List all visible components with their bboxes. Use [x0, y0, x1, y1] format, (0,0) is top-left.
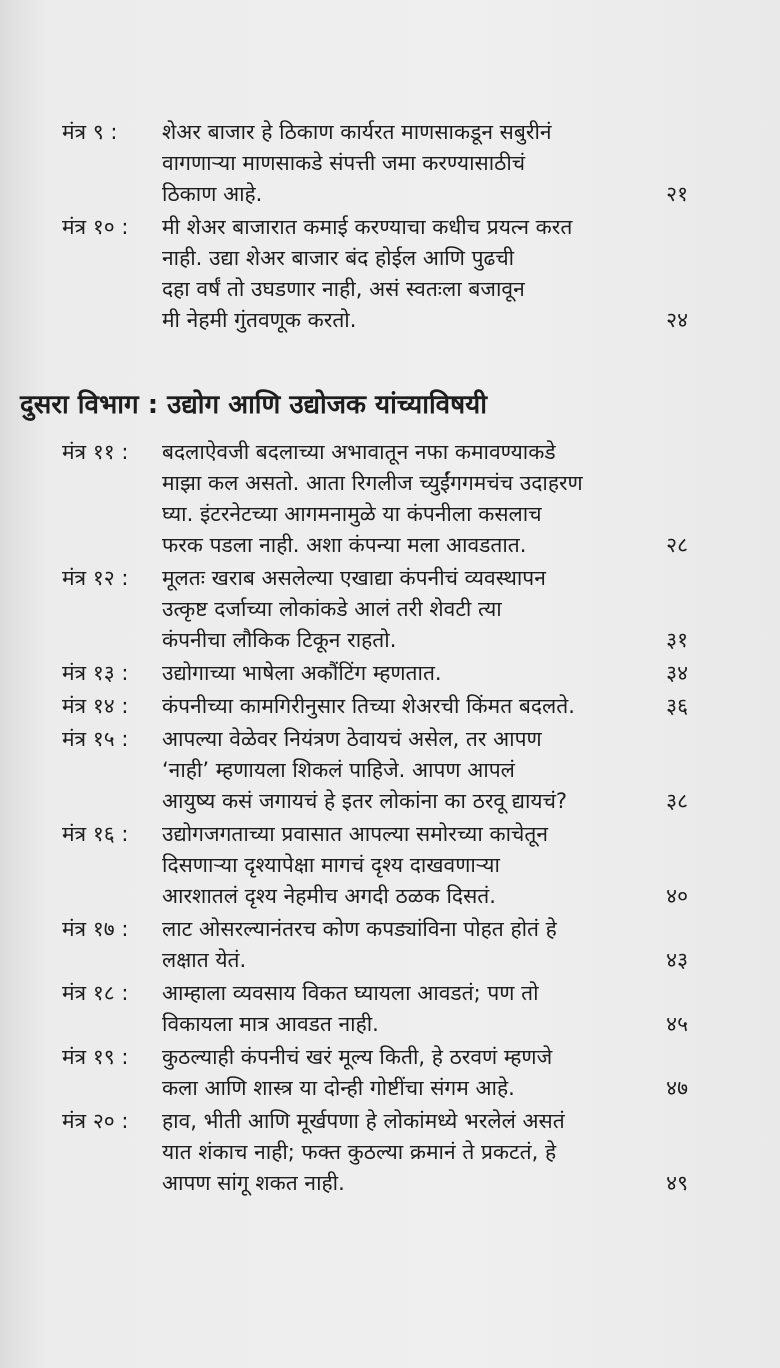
mantra-text-line: उत्कृष्ट दर्जाच्या लोकांकडे आलं तरी शेवटी त्या [162, 597, 502, 621]
mantra-text-line: लाट ओसरल्यानंतरच कोण कपड्यांविना पोहत होतं हे [162, 917, 557, 941]
mantra-text-line: दहा वर्षं तो उघडणार नाही, असं स्वतःला बजावून [162, 277, 525, 301]
page-number: ४३ [666, 948, 688, 972]
mantra-text-line: ठिकाण आहे. [162, 182, 263, 206]
mantra-text-line: उद्योगाच्या भाषेला अकौंटिंग म्हणतात. [162, 661, 442, 685]
mantra-text-line: कंपनीच्या कामगिरीनुसार तिच्या शेअरची किंमत बदलते. [162, 694, 575, 718]
mantra-text-line: मी नेहमी गुंतवणूक करतो. [162, 308, 357, 332]
mantra-label: मंत्र १० : [62, 215, 129, 239]
mantra-label: मंत्र ९ : [62, 120, 118, 144]
mantra-text-line: वागणाऱ्या माणसाकडे संपत्ती जमा करण्यासाठीचं [162, 151, 526, 175]
mantra-text-line: कंपनीचा लौकिक टिकून राहतो. [162, 628, 397, 652]
page-number: ४५ [666, 1012, 688, 1036]
mantra-text-line: आरशातलं दृश्य नेहमीच अगदी ठळक दिसतं. [162, 884, 496, 908]
mantra-text-line: हाव, भीती आणि मूर्खपणा हे लोकांमध्ये भरलेलं असतं [162, 1109, 565, 1133]
mantra-label: मंत्र १३ : [62, 661, 129, 685]
mantra-text-line: विकायला मात्र आवडत नाही. [162, 1012, 379, 1036]
page-number: २१ [666, 182, 688, 206]
mantra-text-line: लक्षात येतं. [162, 948, 247, 972]
mantra-text-line: आयुष्य कसं जगायचं हे इतर लोकांना का ठरवू द्यायचं? [162, 789, 568, 813]
page-number: ४० [666, 884, 688, 908]
mantra-text-line: दिसणाऱ्या दृश्यापेक्षा मागचं दृश्य दाखवणाऱ्या [162, 853, 500, 877]
mantra-text-line: आपल्या वेळेवर नियंत्रण ठेवायचं असेल, तर आपण [162, 727, 542, 751]
mantra-text-line: आम्हाला व्यवसाय विकत घ्यायला आवडतं; पण तो [162, 981, 539, 1005]
mantra-label: मंत्र १९ : [62, 1045, 129, 1069]
page-number: ३६ [666, 694, 688, 718]
page-number: ३१ [666, 628, 688, 652]
mantra-text-line: मी शेअर बाजारात कमाई करण्याचा कधीच प्रयत्न करत [162, 215, 573, 239]
mantra-text-line: शेअर बाजार हे ठिकाण कार्यरत माणसाकडून सबुरीनं [162, 120, 552, 144]
page-number: २८ [666, 533, 688, 557]
mantra-text-line: फरक पडला नाही. अशा कंपन्या मला आवडतात. [162, 533, 527, 557]
mantra-text-line: यात शंकाच नाही; फक्त कुठल्या क्रमानं ते प्रकटतं, हे [162, 1140, 557, 1164]
page-number: ३८ [666, 789, 688, 813]
page-number: ४७ [666, 1076, 688, 1100]
page-number: ४९ [666, 1171, 688, 1195]
mantra-text-line: घ्या. इंटरनेटच्या आगमनामुळे या कंपनीला कसलाच [162, 502, 542, 526]
mantra-text-line: उद्योगजगताच्या प्रवासात आपल्या समोरच्या काचेतून [162, 822, 548, 846]
mantra-text-line: नाही. उद्या शेअर बाजार बंद होईल आणि पुढची [162, 246, 515, 270]
mantra-label: मंत्र २० : [62, 1109, 129, 1133]
mantra-label: मंत्र ११ : [62, 440, 129, 464]
mantra-label: मंत्र १६ : [62, 822, 129, 846]
mantra-label: मंत्र १४ : [62, 694, 129, 718]
mantra-text-line: माझा कल असतो. आता रिगलीज च्युईंगगमचंच उदाहरण [162, 471, 583, 495]
mantra-text-line: कुठल्याही कंपनीचं खरं मूल्य किती, हे ठरवणं म्हणजे [162, 1045, 553, 1069]
mantra-label: मंत्र १२ : [62, 566, 129, 590]
page-number: २४ [666, 308, 688, 332]
mantra-text-line: कला आणि शास्त्र या दोन्ही गोष्टींचा संगम आहे. [162, 1076, 515, 1100]
mantra-label: मंत्र १७ : [62, 917, 129, 941]
mantra-text-line: ‘नाही’ म्हणायला शिकलं पाहिजे. आपण आपलं [162, 758, 515, 782]
page-number: ३४ [666, 661, 688, 685]
mantra-label: मंत्र १५ : [62, 727, 129, 751]
section-heading: दुसरा विभाग : उद्योग आणि उद्योजक यांच्याविषयी [20, 390, 487, 420]
mantra-label: मंत्र १८ : [62, 981, 129, 1005]
mantra-text-line: आपण सांगू शकत नाही. [162, 1171, 345, 1195]
mantra-text-line: मूलतः खराब असलेल्या एखाद्या कंपनीचं व्यवस्थापन [162, 566, 546, 590]
mantra-text-line: बदलाऐवजी बदलाच्या अभावातून नफा कमावण्याकडे [162, 440, 556, 464]
